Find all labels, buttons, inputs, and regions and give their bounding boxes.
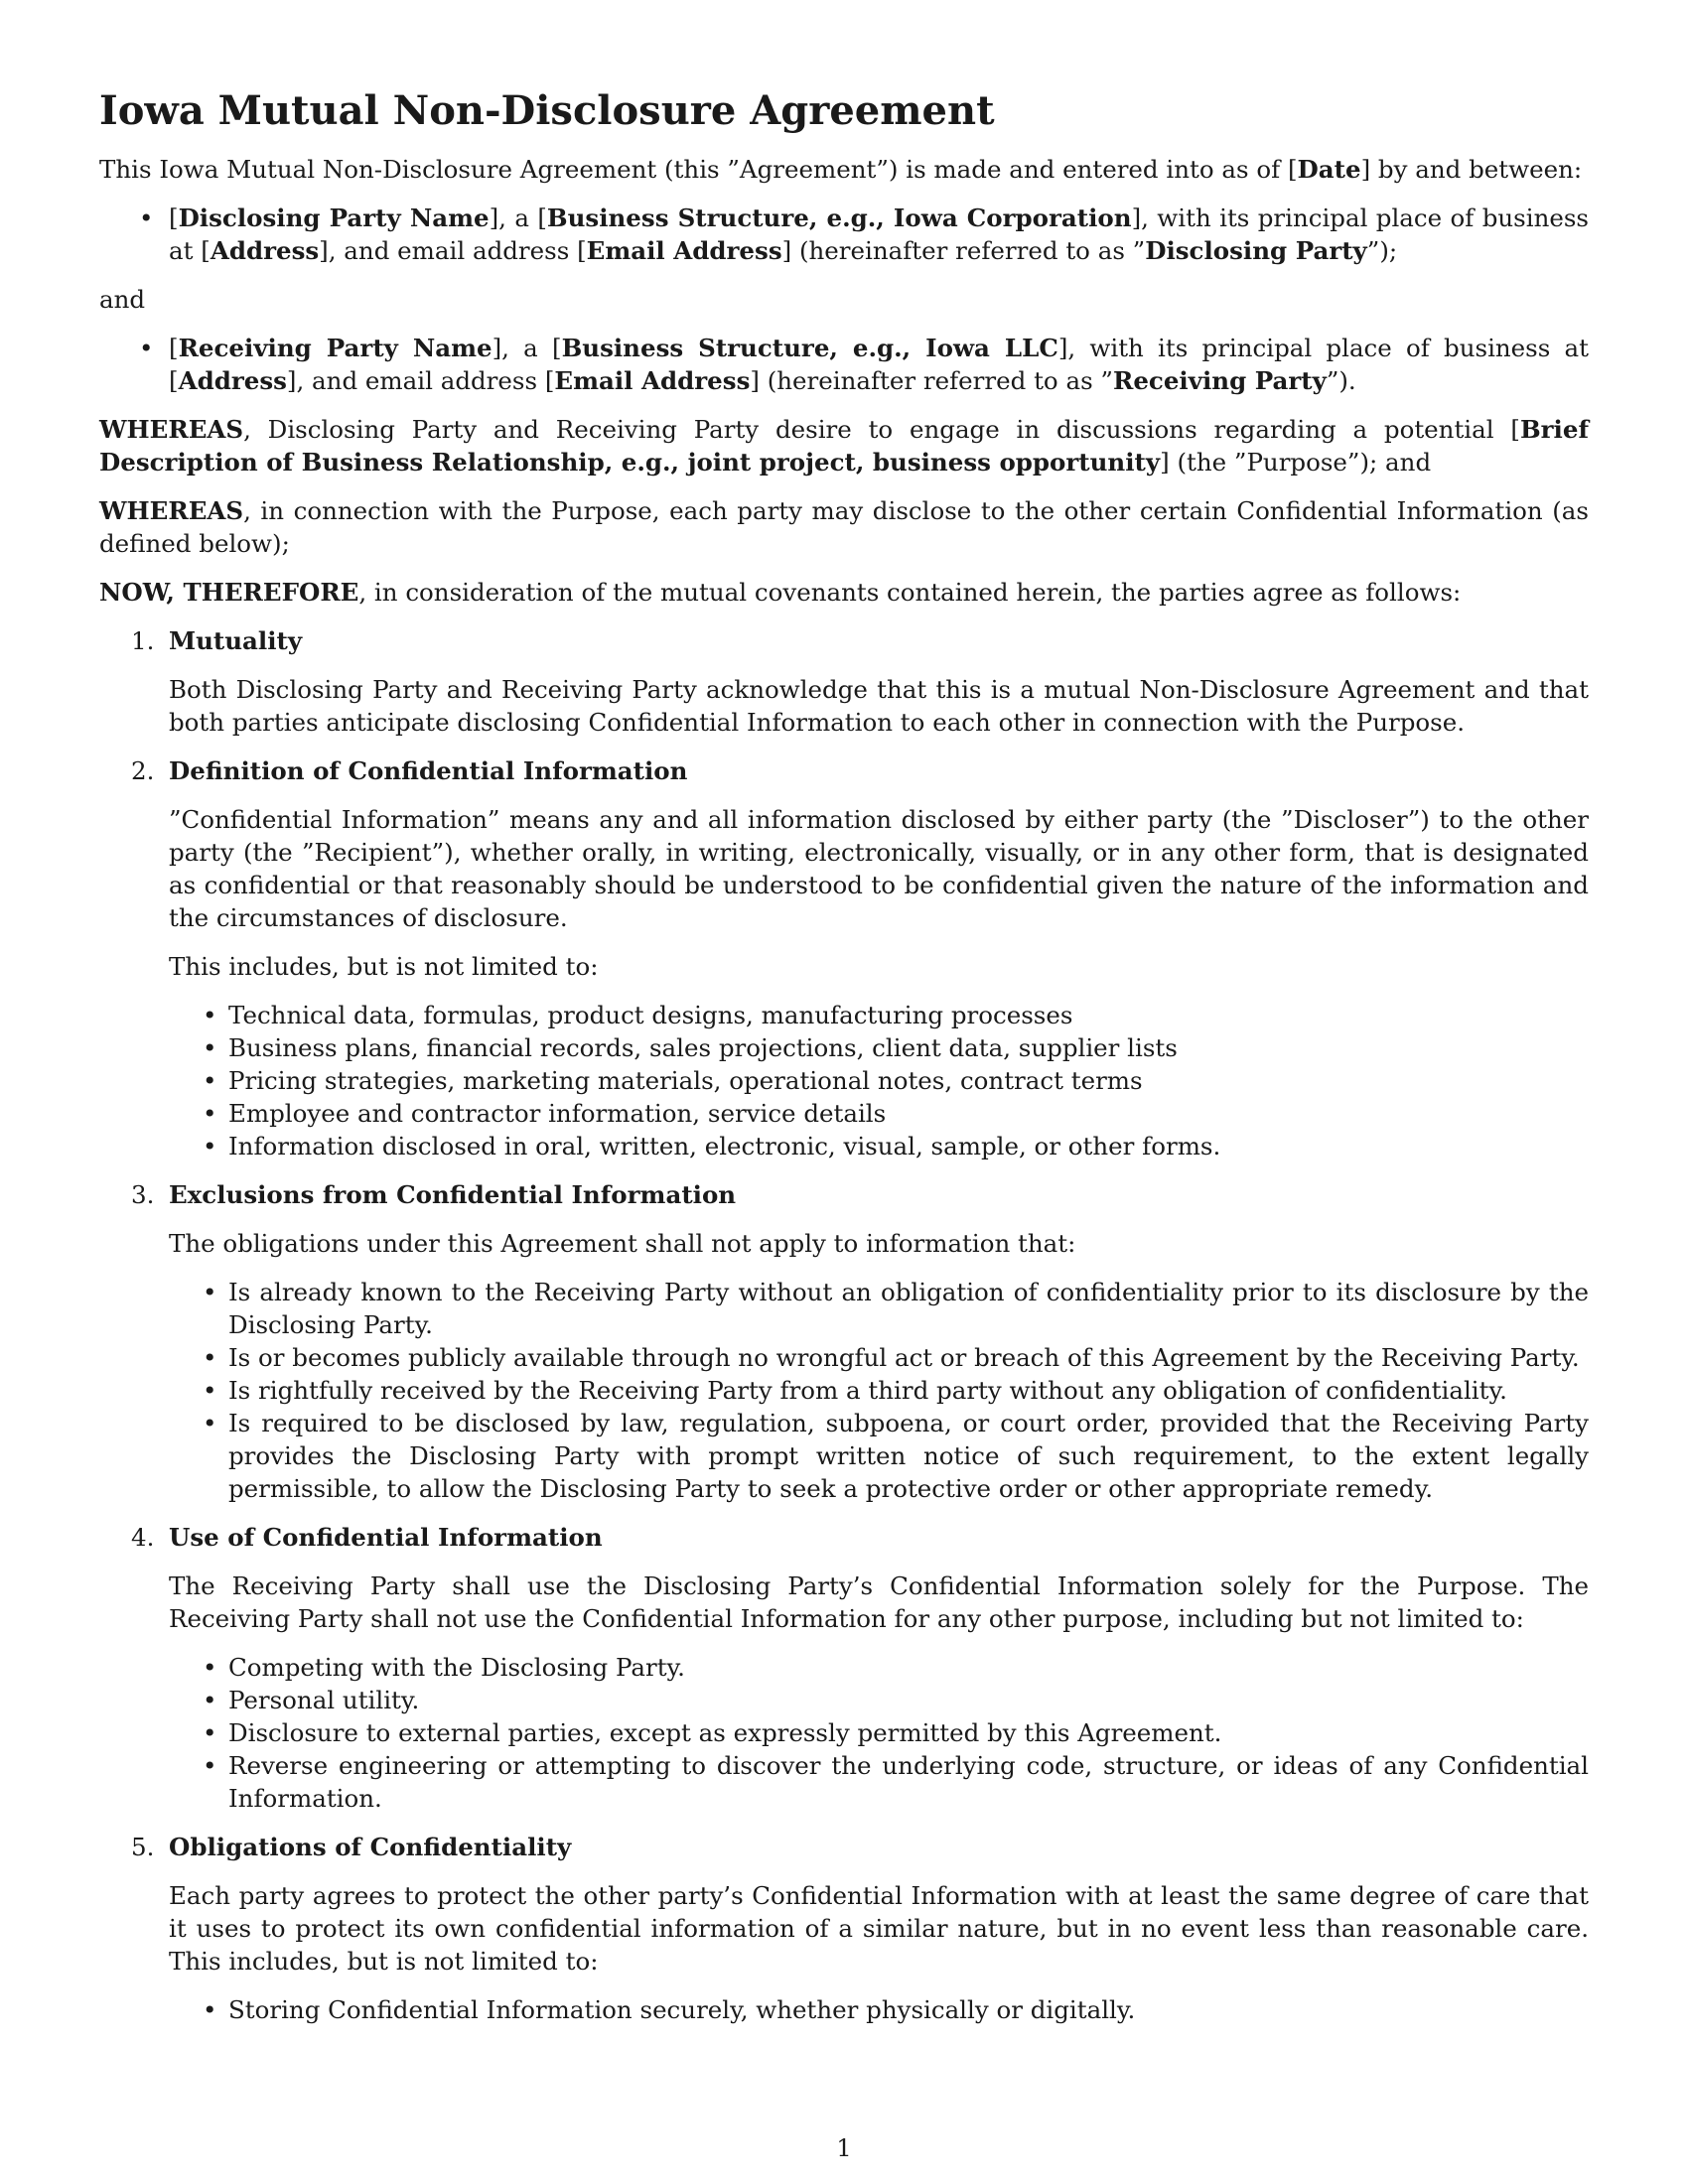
list-item: • Storing Confidential Information securely, whether physically or digitally. [169, 1993, 1589, 2026]
business-relationship-placeholder: Brief Description of Business Relationship, e.g., joint project, business opportunity [99, 415, 1589, 477]
section-paragraph: Each party agrees to protect the other party’s Confidential Information with at least the same degree of care that it uses to protect its own confidential information of a similar nature, but in no event less than reasonable care. This includes, but is not limited to: [169, 1881, 1589, 1976]
list-item: • Information disclosed in oral, written, electronic, visual, sample, or other forms. [169, 1130, 1589, 1162]
list-item: • Business plans, financial records, sales projections, client data, supplier lists [169, 1031, 1589, 1064]
sections-list [99, 624, 1589, 2026]
list-item: • Is already known to the Receiving Party without an obligation of confidentiality prior to its disclosure by the Disclosing Party. [169, 1276, 1589, 1341]
section-definition [99, 754, 1589, 1162]
party1-text: ] (hereinafter referred to as ” [781, 236, 1146, 265]
section-title: Definition of Confidential Information [169, 756, 688, 785]
list-item: • Pricing strategies, marketing materials, operational notes, contract terms [169, 1064, 1589, 1097]
date-placeholder: Date [1297, 155, 1361, 184]
section-body [169, 803, 1589, 1162]
disclosing-party-item [99, 202, 1589, 267]
document-title: Iowa Mutual Non-Disclosure Agreement [99, 87, 995, 134]
section-number: 5. [131, 1833, 155, 1861]
receiving-party-structure-placeholder: Business Structure, e.g., Iowa LLC [561, 334, 1058, 362]
intro-paragraph [99, 153, 1589, 186]
section-exclusions [99, 1178, 1589, 1505]
party2-text: ], and email address [ [286, 366, 555, 395]
section-paragraph: The Receiving Party shall use the Disclosing Party’s Confidential Information solely for the Purpose. The Receiving Party shall not use the Confidential Information for any other purpose, including but not limited to: [169, 1571, 1589, 1633]
section-title: Obligations of Confidentiality [169, 1833, 572, 1861]
list-item: • Employee and contractor information, service details [169, 1097, 1589, 1130]
section-paragraph: The obligations under this Agreement shall not apply to information that: [169, 1229, 1076, 1258]
bullet-list [169, 1651, 1589, 1815]
disclosing-party-structure-placeholder: Business Structure, e.g., Iowa Corporation [546, 204, 1132, 232]
section-body [169, 1570, 1589, 1815]
receiving-party-role: Receiving Party [1112, 366, 1327, 395]
disclosing-party-role: Disclosing Party [1145, 236, 1367, 265]
whereas1-text-end: ] (the ”Purpose”); and [1160, 448, 1432, 477]
whereas-lead: WHEREAS [99, 496, 244, 525]
list-item: • Competing with the Disclosing Party. [169, 1651, 1589, 1684]
receiving-party-item [99, 332, 1589, 397]
whereas-paragraph-2 [99, 494, 1589, 560]
party1-text: ], with its principal place of business at [ [169, 204, 1589, 265]
bullet-list [169, 999, 1589, 1162]
bullet-list [169, 1276, 1589, 1505]
intro-text: This Iowa Mutual Non-Disclosure Agreement (this ”Agreement”) is made and entered into as of [ [99, 155, 1298, 184]
whereas2-text: , in connection with the Purpose, each party may disclose to the other certain Confidential Information (as defined below); [99, 496, 1589, 558]
disclosing-party-list [99, 202, 1589, 267]
whereas-lead: WHEREAS [99, 415, 244, 444]
party1-text: [ [169, 204, 179, 232]
section-paragraph: Both Disclosing Party and Receiving Party acknowledge that this is a mutual Non-Disclosure Agreement and that both parties anticipate disclosing Confidential Information to each other in connection with the Purpose. [169, 675, 1589, 737]
section-number: 2. [131, 756, 155, 785]
list-item: • Is required to be disclosed by law, regulation, subpoena, or court order, provided that the Receiving Party provides the Disclosing Party with prompt written notice of such requirement, to the extent legally permissible, to allow the Disclosing Party to seek a protective order or other appropriate remedy. [169, 1407, 1589, 1505]
section-number: 4. [131, 1523, 155, 1552]
party1-text: ], a [ [489, 204, 547, 232]
section-paragraph: This includes, but is not limited to: [169, 952, 599, 981]
now-therefore-paragraph [99, 576, 1589, 609]
now-therefore-text: , in consideration of the mutual covenants contained herein, the parties agree as follows: [358, 578, 1462, 607]
list-item: • Technical data, formulas, product designs, manufacturing processes [169, 999, 1589, 1031]
section-use [99, 1521, 1589, 1815]
party2-text: ”). [1326, 366, 1356, 395]
document-body [99, 87, 1589, 2042]
section-paragraph: ”Confidential Information” means any and all information disclosed by either party (the ”Discloser”) to the other party (the ”Recipient”), whether orally, in writing, electronically, visually, or in any other form, that is designated as confidential or that reasonably should be understood to be confidential given the nature of the information and the circumstances of disclosure. [169, 805, 1589, 932]
party1-text: ”); [1366, 236, 1398, 265]
receiving-party-list [99, 332, 1589, 397]
receiving-party-email-placeholder: Email Address [554, 366, 751, 395]
section-obligations [99, 1831, 1589, 2026]
whereas-paragraph-1 [99, 413, 1589, 478]
whereas1-text: , Disclosing Party and Receiving Party desire to engage in discussions regarding a potential [ [243, 415, 1520, 444]
list-item: • Personal utility. [169, 1684, 1589, 1716]
list-item: • Reverse engineering or attempting to discover the underlying code, structure, or ideas of any Confidential Information. [169, 1749, 1589, 1815]
party2-text: ], with its principal place of business at [ [169, 334, 1589, 395]
party2-text: ] (hereinafter referred to as ” [750, 366, 1113, 395]
section-number: 1. [131, 626, 155, 655]
party2-text: [ [169, 334, 179, 362]
party2-text: ], a [ [492, 334, 562, 362]
list-item: • Is rightfully received by the Receiving Party from a third party without any obligation of confidentiality. [169, 1374, 1589, 1407]
disclosing-party-address-placeholder: Address [210, 236, 320, 265]
bullet-list [169, 1993, 1589, 2026]
page-number: 1 [836, 2134, 852, 2162]
and-connector: and [99, 285, 146, 314]
section-body [169, 1879, 1589, 2026]
section-title: Use of Confidential Information [169, 1523, 603, 1552]
section-body [169, 673, 1589, 739]
intro-text-end: ] by and between: [1360, 155, 1583, 184]
party1-text: ], and email address [ [319, 236, 587, 265]
section-mutuality [99, 624, 1589, 739]
disclosing-party-email-placeholder: Email Address [586, 236, 782, 265]
section-number: 3. [131, 1180, 155, 1209]
now-therefore-lead: NOW, THEREFORE [99, 578, 359, 607]
section-title: Exclusions from Confidential Information [169, 1180, 737, 1209]
receiving-party-name-placeholder: Receiving Party Name [178, 334, 492, 362]
section-body [169, 1227, 1589, 1505]
list-item: • Disclosure to external parties, except as expressly permitted by this Agreement. [169, 1716, 1589, 1749]
section-title: Mutuality [169, 626, 303, 655]
list-item: • Is or becomes publicly available through no wrongful act or breach of this Agreement by the Receiving Party. [169, 1341, 1589, 1374]
disclosing-party-name-placeholder: Disclosing Party Name [178, 204, 490, 232]
receiving-party-address-placeholder: Address [178, 366, 287, 395]
